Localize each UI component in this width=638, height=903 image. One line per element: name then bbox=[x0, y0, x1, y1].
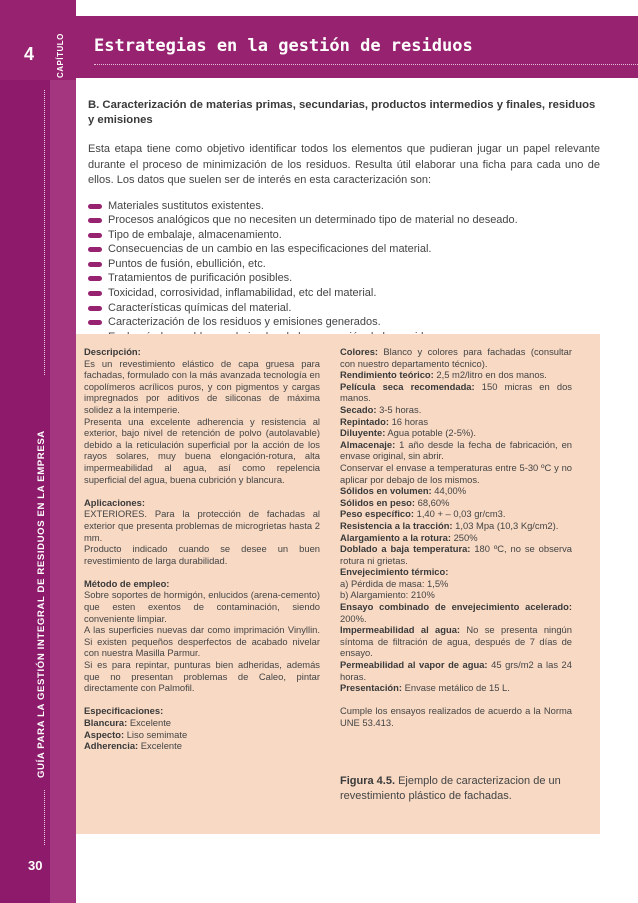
list-item bbox=[88, 213, 600, 228]
bullet-dash-icon bbox=[88, 247, 102, 252]
solidos-volumen-label: Sólidos en volumen: bbox=[340, 485, 432, 497]
pelicula-label: Película seca recomendada: bbox=[340, 380, 475, 392]
figure-panel bbox=[76, 334, 600, 834]
blancura-value: Excelente bbox=[127, 717, 172, 728]
list-item-text: Tipo de embalaje, almacenamiento. bbox=[108, 228, 282, 241]
presentacion-value: Envase metálico de 15 L. bbox=[402, 682, 510, 694]
caption-label: Figura 4.5. bbox=[340, 775, 396, 787]
list-item bbox=[88, 315, 600, 330]
adherencia-value: Excelente bbox=[138, 740, 182, 752]
adherencia-label: Adherencia: bbox=[84, 740, 139, 752]
list-item bbox=[88, 228, 600, 243]
aspecto-value: Liso semimate bbox=[124, 728, 188, 740]
aplicaciones-text-1: EXTERIORES. Para la protección de fachadas al exterior que presenta problemas de microgrietas hasta 2 mm. bbox=[84, 508, 320, 543]
bullet-dash-icon bbox=[88, 320, 102, 325]
alargamiento-value: 250% bbox=[450, 531, 478, 543]
pelicula-value: 150 micras en dos manos. bbox=[340, 380, 572, 404]
list-item-text: Materiales sustitutos existentes. bbox=[108, 199, 264, 212]
list-item-text: Procesos analógicos que no necesiten un determinado tipo de material no deseado. bbox=[108, 214, 518, 227]
permeabilidad-label: Permeabilidad al vapor de agua: bbox=[340, 659, 488, 671]
list-item-text: Toxicidad, corrosividad, inflamabilidad, etc del material. bbox=[108, 287, 377, 300]
repintado-label: Repintado: bbox=[340, 415, 389, 427]
descripcion-text-2: Presenta una excelente adherencia y resistencia al exterior, bajo nivel de retención de polvo (autolavable) debido a la reticulación superficial por la acción de los rayos solares, muy buena elongación-rotura, alta impermeabilidad al agua, así como repelencia superficial del agua, buena cubrición y blancura. bbox=[84, 415, 320, 485]
almacenaje-label: Almacenaje: bbox=[340, 438, 396, 450]
sidebar-divider-bottom bbox=[44, 790, 45, 845]
section-heading: B. Caracterización de materias primas, secundarias, productos intermedios y finales, residuos y emisiones bbox=[88, 99, 596, 126]
traccion-value: 1,03 Mpa (10,3 Kg/cm2). bbox=[452, 519, 559, 531]
traccion-label: Resistencia a la tracción: bbox=[340, 519, 453, 531]
chapter-number: 4 bbox=[24, 44, 35, 64]
descripcion-text-1: Es un revestimiento elástico de capa gruesa para fachadas, formulado con la más avanzada tecnología en copolímeros acrílicos puros, y con pigmentos y cargas impregnados por aditivos de siliconas de máxima solidez a la intemperie. bbox=[84, 357, 320, 415]
cumple-text: Cumple los ensayos realizados de acuerdo a la Norma UNE 53.413. bbox=[340, 705, 572, 728]
bullet-dash-icon bbox=[88, 262, 102, 267]
list-item bbox=[88, 257, 600, 272]
envejecimiento-label: Envejecimiento térmico: bbox=[340, 566, 449, 578]
peso-especifico-value: 1,40 + – 0,03 gr/cm3. bbox=[414, 508, 506, 520]
metodo-text-2: A las superficies nuevas dar como imprimación Vinyllin. Si existen pequeños desperfectos de acabado nivelar con nuestra Masilla Parmur. bbox=[84, 624, 320, 659]
descripcion-label: Descripción: bbox=[84, 346, 141, 357]
page-title: Estrategias en la gestión de residuos bbox=[94, 36, 473, 56]
bullet-dash-icon bbox=[88, 233, 102, 238]
intro-paragraph: Esta etapa tiene como objetivo identificar todos los elementos que pudieran jugar un papel relevante durante el proceso de minimización de los residuos. Resulta útil elaborar una ficha para cada uno de ellos. Los datos que suelen ser de interés en esta caracterización son: bbox=[88, 143, 600, 186]
secado-value: 3-5 horas. bbox=[376, 403, 422, 415]
almacenaje-value: 1 año desde la fecha de fabricación, en envase original, sin abrir. bbox=[340, 438, 572, 462]
page-number: 30 bbox=[28, 858, 43, 873]
left-sidebar bbox=[0, 0, 76, 903]
list-item-text: Caracterización de los residuos y emisiones generados. bbox=[108, 316, 381, 329]
impermeabilidad-label: Impermeabilidad al agua: bbox=[340, 624, 461, 636]
doblado-value: 180 ºC, no se observa rotura ni grietas. bbox=[340, 543, 572, 566]
metodo-text-1: Sobre soportes de hormigón, enlucidos (arena-cemento) que esten exentos de contaminación, siendo conveniente limpiar. bbox=[84, 589, 320, 624]
diluyente-label: Diluyente: bbox=[340, 427, 386, 439]
peso-especifico-label: Peso específico: bbox=[340, 508, 414, 520]
list-item bbox=[88, 271, 600, 286]
colores-label: Colores: bbox=[340, 346, 379, 357]
list-item-text: Puntos de fusión, ebullición, etc. bbox=[108, 257, 266, 270]
figure-caption bbox=[340, 774, 570, 804]
metodo-text-3: Si es para repintar, punturas bien adheridas, además que no presentan problemas de Caleo, pintar directamente con Palmofil. bbox=[84, 659, 320, 694]
aplicaciones-label: Aplicaciones: bbox=[84, 496, 145, 508]
list-item-text: Consecuencias de un cambio en las especificaciones del material. bbox=[108, 243, 432, 256]
page-header bbox=[76, 16, 638, 78]
impermeabilidad-value: No se presenta ningún síntoma de filtración de agua, después de 7 días de ensayo. bbox=[340, 624, 572, 659]
bullet-dash-icon bbox=[88, 276, 102, 281]
aplicaciones-text-2: Producto indicado cuando se desee un buen revestimiento de larga durabilidad. bbox=[84, 543, 320, 566]
solidos-volumen-value: 44,00% bbox=[431, 485, 467, 497]
secado-label: Secado: bbox=[340, 403, 377, 415]
list-item-text: Características químicas del material. bbox=[108, 301, 292, 314]
sidebar-divider bbox=[44, 90, 45, 375]
figure-right-column bbox=[340, 346, 572, 729]
doblado-label: Doblado a baja temperatura: bbox=[340, 543, 471, 555]
bullet-dash-icon bbox=[88, 291, 102, 296]
bullet-list bbox=[88, 199, 600, 345]
alargamiento-label: Alargamiento a la rotura: bbox=[340, 531, 451, 543]
list-item bbox=[88, 286, 600, 301]
colores-value: Blanco y colores para fachadas (consultar con nuestro departamento técnico). bbox=[340, 346, 572, 369]
envejecimiento-a: a) Pérdida de masa: 1,5% bbox=[340, 577, 449, 589]
header-divider bbox=[94, 64, 638, 65]
rendimiento-label: Rendimiento teórico: bbox=[340, 369, 434, 381]
solidos-peso-value: 68,60% bbox=[415, 496, 450, 508]
envejecimiento-b: b) Alargamiento: 210% bbox=[340, 589, 435, 601]
solidos-peso-label: Sólidos en peso: bbox=[340, 496, 416, 508]
repintado-value: 16 horas bbox=[388, 415, 429, 427]
list-item bbox=[88, 242, 600, 257]
rendimiento-value: 2,5 m2/litro en dos manos. bbox=[433, 369, 547, 381]
bullet-dash-icon bbox=[88, 306, 102, 311]
figure-left-column bbox=[84, 346, 320, 752]
aspecto-label: Aspecto: bbox=[84, 728, 125, 740]
bullet-dash-icon bbox=[88, 204, 102, 209]
permeabilidad-value: 45 grs/m2 a las 24 horas. bbox=[340, 659, 572, 682]
metodo-label: Método de empleo: bbox=[84, 577, 170, 589]
guide-title: GUÍA PARA LA GESTIÓN INTEGRAL DE RESIDUOS EN LA EMPRESA bbox=[36, 430, 47, 778]
ensayo-value: 200%. bbox=[340, 612, 367, 624]
diluyente-value: Agua potable (2-5%). bbox=[385, 427, 477, 439]
bullet-dash-icon bbox=[88, 218, 102, 223]
chapter-label: CAPÍTULO bbox=[56, 33, 65, 78]
blancura-label: Blancura: bbox=[84, 717, 128, 728]
ensayo-label: Ensayo combinado de envejecimiento acelerado: bbox=[340, 601, 572, 613]
conservar-text: Conservar el envase a temperaturas entre 5-30 ºC y no aplicar por debajo de los mismos. bbox=[340, 461, 572, 485]
caption-text: Ejemplo de caracterizacion de un revestimiento plástico de fachadas. bbox=[340, 775, 561, 802]
presentacion-label: Presentación: bbox=[340, 682, 402, 694]
main-content bbox=[88, 98, 600, 344]
list-item bbox=[88, 301, 600, 316]
list-item bbox=[88, 199, 600, 214]
especificaciones-label: Especificaciones: bbox=[84, 705, 164, 717]
list-item-text: Tratamientos de purificación posibles. bbox=[108, 272, 293, 285]
